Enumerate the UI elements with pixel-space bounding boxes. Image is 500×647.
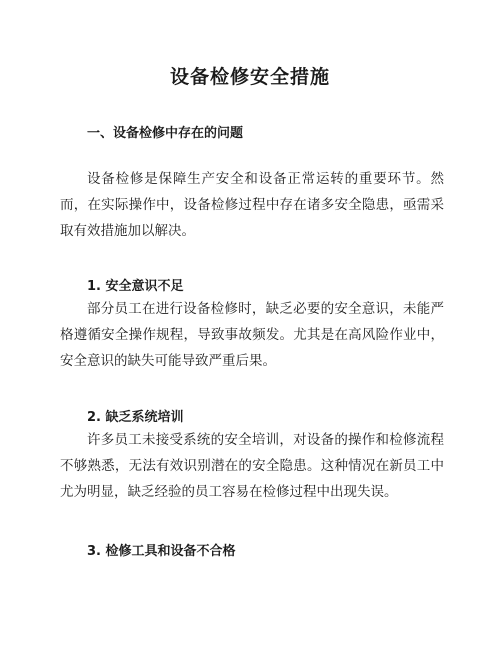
document-title: 设备检修安全措施 (169, 66, 330, 88)
paragraph-1: 部分员工在进行设备检修时，缺乏必要的安全意识，未能严格遵循安全操作规程，导致事故频发。尤其是在高风险作业中，安全意识的缺失可能导致严重后果。 (60, 301, 444, 369)
subheading-2: 2. 缺乏系统培训 (87, 410, 184, 425)
subheading-3: 3. 检修工具和设备不合格 (87, 544, 236, 559)
section-heading: 一、设备检修中存在的问题 (87, 126, 244, 141)
intro-paragraph: 设备检修是保障生产安全和设备正常运转的重要环节。然而，在实际操作中，设备检修过程中存在诸多安全隐患，亟需采取有效措施加以解决。 (60, 171, 444, 239)
paragraph-2: 许多员工未接受系统的安全培训，对设备的操作和检修流程不够熟悉，无法有效识别潜在的安全隐患。这种情况在新员工中尤为明显，缺乏经验的员工容易在检修过程中出现失误。 (60, 432, 444, 500)
subheading-1: 1. 安全意识不足 (87, 279, 184, 294)
